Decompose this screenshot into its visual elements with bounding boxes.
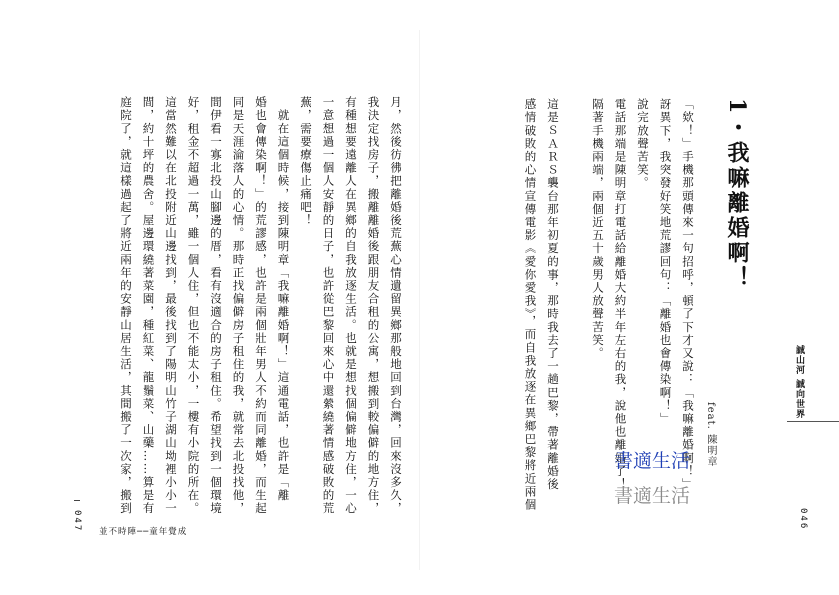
page-gutter <box>419 30 420 570</box>
left-line: 婚也會傳染啊！」的荒謬感，也許是兩個壯年男人不約而同離婚，而生起 <box>254 96 268 516</box>
right-line: 「欸！」手機那頭傳來一句招呼，頓了下才又說：「我嘛離婚啊！」 <box>681 98 695 491</box>
left-line: 一意想過一個人安靜的日子，也許從巴黎回來心中還縈繞著情感破敗的荒 <box>321 96 336 516</box>
left-line: 好，租金不超過一萬，雖一個人住，但也不能太小，一樓有小院的所在。 <box>186 96 201 516</box>
left-line: 蕪，需要療傷止痛吧！ <box>299 96 313 227</box>
running-head-left: 並不時陣──童年覺成 <box>99 527 188 537</box>
page-number-right: 046 <box>798 508 808 531</box>
right-line: 感情破敗的心情宣傳電影《愛你愛我》，而自我放逐在異鄉巴黎將近兩個 <box>523 98 538 512</box>
left-line: 有種想要遠離人在異鄉的自我放逐生活。也就是想找個偏僻地方住，一心 <box>344 96 358 516</box>
left-line: 間伊看一寡北投山腳邊的厝，看有沒適合的房子租住。希望找到一個環境 <box>209 96 223 516</box>
left-line: 這當然難以在北投附近山邊找到，最後找到了陽明山竹子湖山坳裡小小一 <box>164 96 178 516</box>
running-head-right: 誠山河 誠向世界 <box>794 345 804 420</box>
watermark-blue: 書適生活 <box>614 450 691 472</box>
right-line <box>564 98 587 518</box>
page-number-dash <box>74 500 80 501</box>
left-page-body <box>115 96 408 516</box>
right-line: 訝異下，我突發好笑地荒謬回句：「離婚也會傳染啊！」 <box>658 98 673 426</box>
watermark-gray: 書適生活 <box>614 485 691 507</box>
left-line: 就在這個時候，接到陳明章「我嘛離婚啊！」這通電話，也許是「離 <box>276 96 291 503</box>
page-number-left: 047 <box>72 510 82 533</box>
chapter-author: feat. 陳明章 <box>705 402 716 467</box>
left-line: 月，然後彷彿把離婚後荒蕪心情遺留異鄉那般地回到台灣，回來沒多久， <box>389 96 403 516</box>
left-line: 我決定找房子，搬離離婚後跟朋友合租的公寓，想搬到較偏僻的地方住， <box>366 96 381 516</box>
left-line: 間，約十坪的農舍。屋邊環繞著菜園，種紅菜、龍鬚菜、山藥……算是有 <box>141 96 156 516</box>
left-line: 同是天涯淪落人的心情。那時正找偏僻房子租住的我，就常去北投找他， <box>231 96 246 516</box>
right-line: 隔著手機兩端，兩個近五十歲男人放聲苦笑。 <box>591 98 605 360</box>
chapter-title: 1・我嘛離婚啊！ <box>724 98 750 292</box>
left-line: 庭院了，就這樣過起了將近兩年的安靜山居生活，其間搬了一次家，搬到 <box>119 96 133 516</box>
right-line: 說完放聲苦笑。 <box>636 98 650 190</box>
running-head-rule <box>787 421 839 422</box>
right-line: 這是ＳＡＲＳ襲台那年初夏的事，那時我去了一趟巴黎，帶著離婚後 <box>546 98 560 491</box>
right-line: 電話那端是陳明章打電話給離婚大約半年左右的我，說他也離婚了！ <box>613 98 628 491</box>
